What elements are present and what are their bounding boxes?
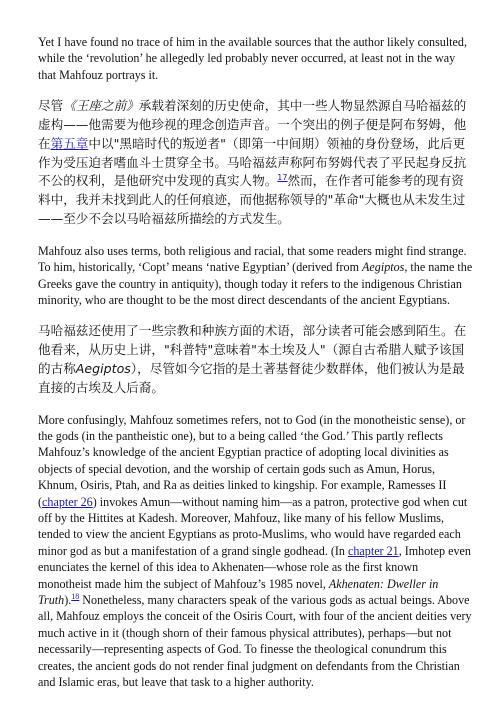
- chapter-21-link[interactable]: chapter 21: [348, 543, 399, 558]
- text-run: More confusingly, Mahfouz sometimes refers, not to God (in the monotheistic sense), or the gods (in the pantheistic one), but to a being called ‘the God.’ This partly reflects Mahfouz’s knowledge of the ancient Egyptian practice of adopting local divinities as objects of special devotion, and the worship of certain gods such as Amun, Horus, Khnum, Osiris, Ptah, and Ra as deities linked to kingship. For example, Ramesses II (: [38, 412, 466, 509]
- text-run: 马哈福兹还使用了一些宗教和种族方面的术语，部分读者可能会感到陌生。在他看来，从历史上讲，"科普特"意味着"本土埃及人"（源自古希腊人赋予该国的古称: [38, 323, 467, 377]
- text-run: 尽管: [38, 98, 64, 114]
- text-run: Mahfouz also uses terms, both religious and racial, that some readers might find strange. To him, historically, ‘Copt’ means ‘native Egyptian’ (derived from: [38, 243, 467, 275]
- italic-term: Aegiptos: [362, 260, 405, 275]
- footnote-18-link[interactable]: 18: [71, 592, 80, 602]
- paragraph-1: [38, 34, 474, 83]
- text-run: , the name the Greeks gave the country in antiquity), though today it refers to the indigenous Christian minority, who are thought to be the most direct descendants of the ancient Egyptians.: [38, 260, 473, 308]
- italic-term: Aegiptos: [75, 361, 131, 377]
- text-run: ).: [64, 593, 72, 608]
- text-run: 然而，在作者可能参考的现有资料中，我并未找到此人的任何痕迹，而他据称领导的"革命"大概也从未发生过——至少不会以马哈福兹所描绘的方式发生。: [38, 173, 466, 226]
- paragraph-1-text: Yet I have found no trace of him in the available sources that the author likely consulted, while the ‘revolution’ he allegedly led probably never occurred, at least not in the way that Mahfouz portrays it.: [38, 35, 467, 82]
- chapter-26-link[interactable]: chapter 26: [42, 494, 93, 509]
- footnote-17-link[interactable]: 17: [277, 173, 288, 183]
- text-run: ) invokes Amun—without naming him—as a patron, protective god when cut off by the Hittites at Kadesh. Moreover, Mahfouz, like many of his fellow Muslims, tended to view the ancient Egyptians as proto-Muslims, who would have regarded each minor god as but a manifestation of a grand single godhead. (In: [38, 494, 468, 558]
- paragraph-2-translation: [38, 97, 474, 229]
- novel-title: Akhenaten: Dweller in Truth: [38, 576, 439, 608]
- paragraph-3: [38, 243, 474, 309]
- text-run: 承载着深刻的历史使命，其中一些人物显然源自马哈福兹的虚构——他需要为他珍视的理念创造声音。一个突出的例子便是阿布努姆，他在: [38, 98, 467, 151]
- paragraph-5: [38, 412, 474, 691]
- text-run: 中以"黑暗时代的叛逆者"（即第一中间期）领袖的身份登场，此后更作为受压迫者嗜血斗士贯穿全书。马哈福兹声称阿布努姆代表了平民起身反抗不公的权利，是他研究中发现的真实人物。: [38, 135, 467, 189]
- book-title: 《王座之前》: [63, 98, 139, 114]
- paragraph-4-translation: [38, 322, 474, 397]
- chapter-5-link[interactable]: 第五章: [50, 135, 89, 151]
- text-run: Nonetheless, many characters speak of the various gods as actual beings. Above all, Mahfouz employs the conceit of the Osiris Court, with four of the ancient deities very much active in it (though shorn of their famous physical attributes), perhaps—but not necessarily—representing aspects of God. To finesse the theological conundrum this creates, the ancient gods do not render final judgment on defendants from the Christian and Islamic eras, but leave that task to a higher authority.: [38, 593, 472, 690]
- text-run: , Imhotep even enunciates the kernel of this idea to Akhenaten—whose role as the first known monotheist made him the subject of Mahfouz’s 1985 novel,: [38, 543, 471, 591]
- text-run: ），尽管如今它指的是土著基督徒少数群体，他们被认为是最直接的古埃及人后裔。: [38, 361, 465, 395]
